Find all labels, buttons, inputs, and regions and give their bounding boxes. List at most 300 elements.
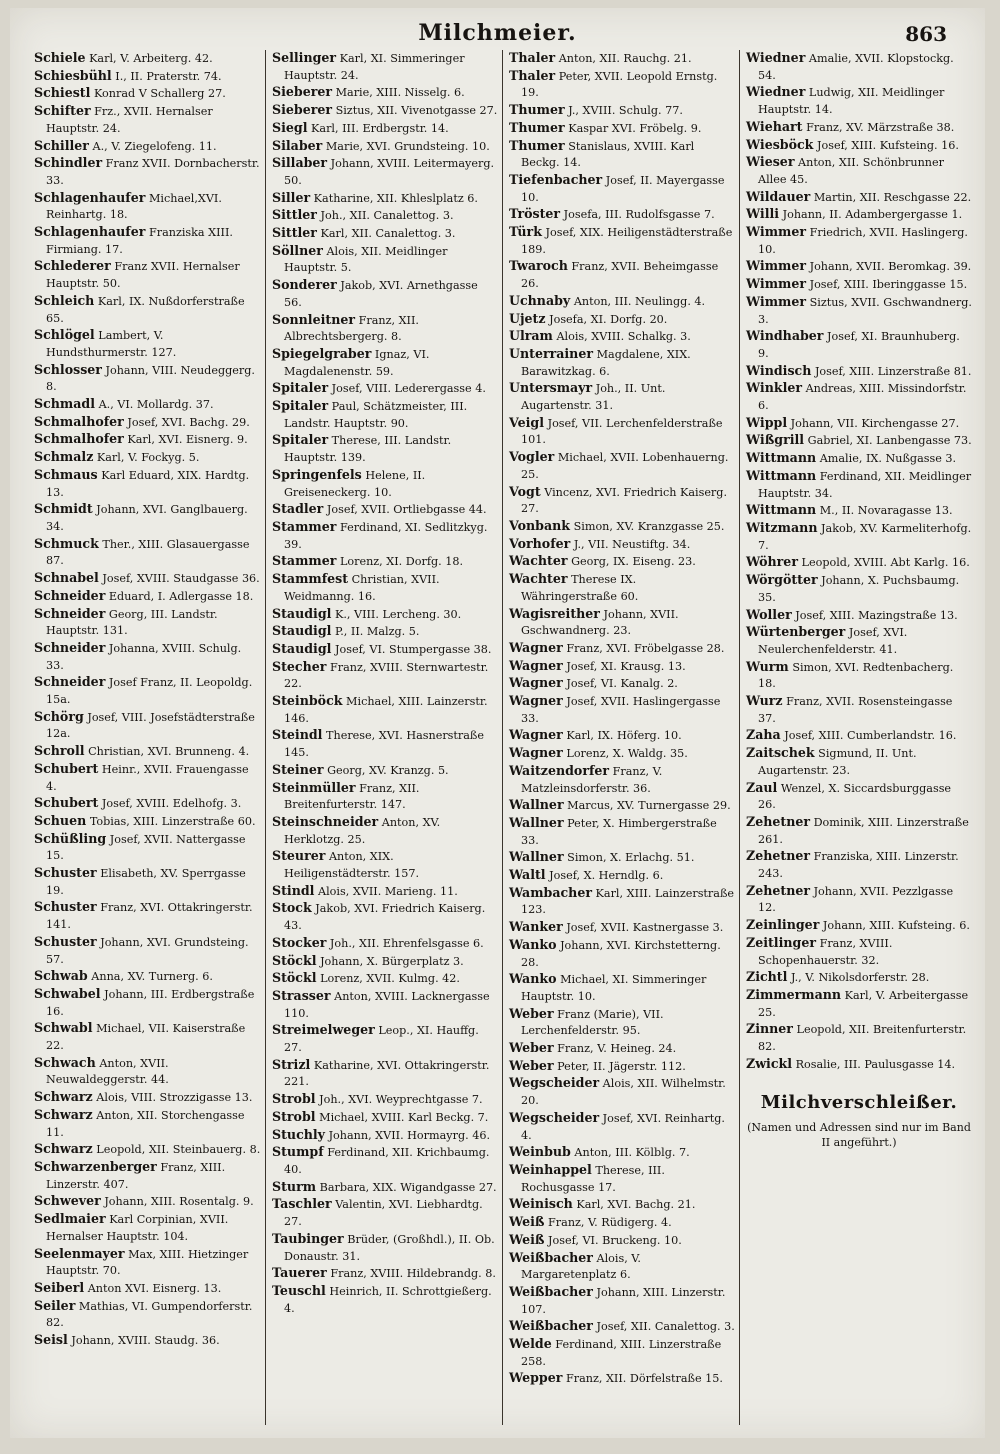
entry-details: Alois, XII. Wilhelmstr. 20. [521,1077,726,1108]
directory-entry [272,1109,498,1127]
directory-entry [509,311,735,329]
directory-entry [509,606,735,640]
entry-surname: Weiß [509,1231,545,1247]
directory-entry [509,120,735,138]
entry-surname: Stöckl [272,970,317,986]
directory-entry [746,935,972,969]
section-title: Milchverschleißer. [760,1092,958,1114]
directory-entry [509,258,735,292]
entry-surname: Wittmann [746,502,817,518]
directory-entry [509,937,735,971]
entry-surname: Seelenmayer [34,1245,125,1261]
entry-details: Kaspar XVI. Fröbelg. 9. [568,121,702,135]
entry-surname: Windisch [746,362,812,378]
entry-details: Karl, V. Fockyg. 5. [96,451,200,465]
entry-surname: Wittmann [746,467,817,483]
entry-surname: Schuen [34,812,87,828]
directory-entry [509,328,735,346]
entry-details: Tobias, XIII. Linzerstraße 60. [89,814,256,828]
entry-details: Lorenz, XVII. Kulmg. 42. [320,972,460,986]
directory-entry [272,467,498,501]
entry-details: Ferdinand, XIII. Linzerstraße 258. [521,1338,722,1368]
entry-surname: Schüßling [34,830,107,846]
directory-entry [509,553,735,571]
entry-details: Amalie, XVII. Klopstockg. 54. [758,52,954,82]
entry-surname: Sittler [272,225,317,241]
directory-entry [509,1318,735,1336]
entry-surname: Wachter [509,571,568,587]
entry-details: Peter, XVII. Leopold Ernstg. 19. [521,69,718,100]
entry-details: Ferdinand, XII. Meidlinger Hauptstr. 34. [758,469,972,500]
entry-surname: Thumer [509,102,565,118]
directory-entry [509,745,735,763]
entry-details: Johann, XVII. Gschwandnerg. 23. [521,607,679,638]
entry-surname: Schuster [34,865,97,881]
entry-surname: Wiedner [746,84,806,100]
entry-surname: Wieser [746,154,795,170]
directory-entry [509,1370,735,1388]
directory-entry [34,1211,261,1245]
entry-surname: Schmalhofer [34,431,124,447]
directory-entry [34,190,261,224]
entry-surname: Seiberl [34,1279,85,1295]
entry-details: Johann, XVII. Beromkag. 39. [809,260,972,274]
entry-surname: Thaler [509,67,556,83]
entry-details: Franz, XVII. Beheimgasse 26. [521,260,719,291]
entry-surname: Wildauer [746,188,811,204]
entry-surname: Willi [746,206,780,222]
directory-entry [509,346,735,380]
entry-surname: Strobl [272,1091,316,1107]
column-4 [739,50,976,1425]
directory-entry [272,501,498,519]
entry-surname: Schlosser [34,361,102,377]
entry-details: Josef, XIII. Mazingstraße 13. [795,608,958,622]
entry-surname: Steinmüller [272,779,356,795]
directory-entry [34,813,261,831]
entry-details: Karl, XII. Canalettog. 3. [320,227,456,241]
entry-surname: Wittmann [746,450,817,466]
entry-surname: Sellinger [272,50,337,65]
entry-details: Franz, XVII. Rosensteingasse 37. [758,695,953,725]
entry-surname: Schwarz [34,1106,93,1122]
entry-surname: Sittler [272,207,317,223]
entry-details: Anton, XII. Schönbrunner Allee 45. [758,156,944,186]
entry-surname: Wagner [509,639,563,655]
directory-entry [509,727,735,745]
directory-entry [272,1179,498,1197]
directory-entry [272,693,498,727]
entry-surname: Witzmann [746,519,818,535]
directory-entry [34,1089,261,1107]
entry-details: Anton, III. Kölblg. 7. [574,1146,690,1160]
entry-surname: Weißbacher [509,1249,593,1265]
entry-surname: Wagner [509,727,563,743]
directory-entry [509,68,735,102]
entry-surname: Zehetner [746,848,810,864]
directory-entry [272,1283,498,1317]
entry-details: Peter, X. Himbergerstraße 33. [521,816,717,847]
entry-surname: Taubinger [272,1230,344,1246]
directory-entry [272,571,498,605]
directory-entry [746,883,972,917]
entry-surname: Tiefenbacher [509,171,603,187]
entry-details: Josef, XVII. Nattergasse 15. [46,832,246,863]
entry-details: Heinrich, II. Schrottgießerg. 4. [284,1284,492,1315]
entry-details: Therese, XVI. Hasnerstraße 145. [284,729,485,760]
entry-surname: Siller [272,189,311,205]
entry-details: Ther., XIII. Glasauergasse 87. [46,537,250,568]
directory-entry [272,900,498,934]
directory-entry [509,1336,735,1370]
entry-surname: Schwarzenberger [34,1159,157,1174]
entry-details: Vincenz, XVI. Friedrich Kaiserg. 27. [521,485,727,516]
directory-entry [272,207,498,225]
entry-details: Siztus, XII. Vivenotgasse 27. [335,104,498,118]
directory-entry [272,848,498,882]
directory-entry [272,138,498,156]
entry-details: Joh., XII. Canalettog. 3. [320,209,454,223]
directory-entry [34,934,261,968]
directory-entry [746,380,972,414]
directory-entry [272,970,498,988]
directory-entry [34,449,261,467]
directory-entry [34,1055,261,1089]
entry-surname: Schmaus [34,466,98,482]
entry-details: Franz, XVIII. Sternwartestr. 22. [284,660,489,691]
directory-entry [746,189,972,207]
entry-details: Franz, V. Rüdigerg. 4. [548,1216,672,1230]
entry-details: Alois, V. Margaretenplatz 6. [521,1251,641,1282]
directory-entry [746,659,972,693]
entry-surname: Schörg [34,708,84,724]
entry-details: Josef, XVII. Ortliebgasse 44. [326,503,487,517]
entry-details: Valentin, XVI. Liebhardtg. 27. [284,1198,483,1229]
entry-details: Johann, VIII. Neudeggerg. 8. [46,363,255,394]
entry-details: Franz XVII. Hernalser Hauptstr. 50. [46,260,240,291]
entry-surname: Schleich [34,292,95,308]
entry-details: Josef, XVI. Bachg. 29. [127,415,250,429]
entry-surname: Strasser [272,987,331,1003]
directory-entry [272,780,498,814]
directory-entry [509,971,735,1005]
entry-surname: Tröster [509,206,561,222]
directory-entry [272,277,498,311]
entry-surname: Zichtl [746,969,788,985]
directory-entry [746,1021,972,1055]
directory-entry [34,1332,261,1350]
directory-entry [272,1144,498,1178]
entry-surname: Seiler [34,1297,76,1313]
entry-details: Lorenz, X. Waldg. 35. [566,747,688,761]
entry-details: Ferdinand, XII. Krichbaumg. 40. [284,1146,490,1176]
entry-surname: Weinisch [509,1196,573,1212]
entry-details: Karl, XVI. Bachg. 21. [576,1198,696,1212]
entry-surname: Wiedner [746,50,806,65]
directory-entry [509,206,735,224]
entry-details: Karl, IX. Nußdorferstraße 65. [46,294,245,325]
directory-entry [34,968,261,986]
directory-entry [746,137,972,155]
entry-surname: Vogler [509,449,555,465]
directory-entry [34,1141,261,1159]
entry-surname: Wißgrill [746,432,805,448]
entry-surname: Steiner [272,761,324,777]
directory-entry [746,415,972,433]
entry-details: Marie, XVI. Grundsteing. 10. [325,139,490,153]
directory-entry [509,1075,735,1109]
entry-surname: Schiesbühl [34,67,112,83]
entry-details: Johann, XVII. Pezzlgasse 12. [758,884,954,915]
directory-entry [509,484,735,518]
directory-entry [34,103,261,137]
entry-details: Mathias, VI. Gumpendorferstr. 82. [46,1299,253,1330]
entry-details: Marie, XIII. Nisselg. 6. [335,86,465,100]
entry-surname: Schiestl [34,85,91,101]
entry-surname: Wanko [509,971,557,987]
entry-surname: Weber [509,1057,554,1073]
entry-surname: Uchnaby [509,292,571,308]
entry-surname: Schubert [34,795,99,811]
entry-surname: Schuster [34,899,97,915]
entry-details: Josef, XIII. Iberinggasse 15. [809,278,968,292]
directory-entry [746,276,972,294]
directory-entry [34,1107,261,1141]
directory-entry [509,224,735,258]
entry-surname: Schneider [34,674,106,690]
entry-details: Therese, III. Landstr. Hauptstr. 139. [284,434,452,465]
directory-entry [746,468,972,502]
directory-entry [34,899,261,933]
directory-entry [272,935,498,953]
entry-details: Anton, XV. Herklotzg. 25. [284,815,441,846]
entry-surname: Schnabel [34,570,99,586]
directory-entry [34,588,261,606]
directory-entry [272,398,498,432]
entry-surname: Schlederer [34,258,111,274]
directory-entry [746,693,972,727]
directory-entry [272,1265,498,1283]
directory-entry [746,780,972,814]
entry-surname: Schiller [34,137,89,153]
entry-surname: Wanker [509,919,563,935]
entry-surname: Wagner [509,675,563,691]
entry-surname: Spitaler [272,432,329,448]
entry-surname: Thumer [509,119,565,135]
entry-surname: Veigl [509,414,545,430]
entry-surname: Wagisreither [509,605,600,621]
directory-entry [509,1232,735,1250]
entry-details: Michael, VII. Kaiserstraße 22. [46,1022,246,1053]
directory-entry [34,396,261,414]
directory-entry [509,172,735,206]
entry-surname: Zwickl [746,1055,792,1071]
directory-entry [509,675,735,693]
entry-details: Karl, IX. Höferg. 10. [566,729,682,743]
entry-surname: Stöckl [272,952,317,968]
entry-details: Johann, XVI. Ganglbauerg. 34. [46,503,248,533]
directory-entry [34,1298,261,1332]
directory-entry [746,624,972,658]
entry-surname: Weißbacher [509,1283,593,1299]
entry-details: Anton, XIX. Heiligenstädterstr. 157. [284,850,420,881]
directory-entry [272,1022,498,1056]
directory-entry [34,640,261,674]
entry-surname: Steinböck [272,693,343,709]
entry-surname: Ujetz [509,310,546,326]
entry-surname: Siegl [272,119,308,135]
directory-entry [272,1057,498,1091]
entry-details: J., V. Nikolsdorferstr. 28. [790,971,930,985]
entry-details: Georg, IX. Eiseng. 23. [571,555,696,569]
directory-entry [746,119,972,137]
entry-surname: Stammfest [272,571,349,587]
directory-entry [509,1284,735,1318]
entry-surname: Seisl [34,1332,68,1348]
entry-surname: Schmalz [34,449,94,465]
entry-surname: Schwarz [34,1089,93,1105]
entry-details: Max, XIII. Hietzinger Hauptstr. 70. [46,1247,249,1278]
directory-entry [509,293,735,311]
entry-details: I., II. Praterstr. 74. [115,69,222,83]
directory-entry [34,743,261,761]
entry-surname: Strobl [272,1108,316,1124]
entry-details: Johann, XIII. Rosentalg. 9. [104,1195,254,1209]
entry-details: Eduard, I. Adlergasse 18. [108,589,254,603]
entry-details: Karl, XVI. Eisnerg. 9. [127,433,248,447]
entry-details: Josef, XVI. Reinhartg. 4. [521,1111,725,1142]
entry-surname: Zeitlinger [746,934,816,950]
directory-entry [509,1214,735,1232]
entry-surname: Schlagenhaufer [34,224,146,240]
directory-entry [34,1246,261,1280]
entry-surname: Weinbub [509,1144,571,1160]
entry-details: Josef, XIII. Kufsteing. 16. [816,138,959,152]
entry-surname: Wimmer [746,276,807,292]
entry-details: Josef, XVII. Kastnergasse 3. [566,921,724,935]
directory-entry [746,502,972,520]
entry-details: Simon, X. Erlachg. 51. [567,851,695,865]
entry-surname: Stumpf [272,1144,324,1160]
directory-entry [272,432,498,466]
entry-details: Josef, VI. Bruckeng. 10. [548,1233,682,1247]
entry-surname: Strizl [272,1056,311,1072]
directory-entry [34,536,261,570]
entry-details: Joh., XII. Ehrenfelsgasse 6. [329,936,484,950]
directory-entry [746,520,972,554]
entry-surname: Schwab [34,968,88,984]
entry-surname: Weiß [509,1214,545,1230]
entry-surname: Stammer [272,553,337,569]
page-number: 863 [905,22,947,46]
entry-surname: Ulram [509,328,553,344]
entry-details: Josef, VIII. Lederergasse 4. [331,382,486,396]
entry-surname: Wimmer [746,293,807,309]
entry-details: Josef, XI. Krausg. 13. [566,659,686,673]
directory-entry [746,727,972,745]
entry-details: A., VI. Mollardg. 37. [98,398,214,412]
directory-entry [272,641,498,659]
directory-entry [272,190,498,208]
entry-surname: Schwabel [34,985,101,1001]
directory-entry [34,761,261,795]
column-2 [265,50,502,1425]
entry-details: Josef, XII. Canalettog. 3. [596,1320,735,1334]
entry-details: Karl, V. Arbeitergasse 25. [758,988,969,1019]
directory-entry [746,50,972,84]
entry-details: Katharine, XII. Khleslplatz 6. [313,191,478,205]
directory-entry [509,138,735,172]
entry-details: Karl Corpinian, XVII. Hernalser Hauptstr. 104. [46,1213,229,1243]
directory-entry [272,762,498,780]
entry-details: Johann, X. Bürgerplatz 3. [320,954,464,968]
entry-surname: Thaler [509,50,556,65]
directory-entry [746,1056,972,1074]
entry-surname: Schindler [34,155,103,171]
entry-details: Marcus, XV. Turnergasse 29. [567,799,731,813]
entry-details: Dominik, XIII. Linzerstraße 261. [758,815,969,846]
entry-surname: Stammer [272,518,337,534]
directory-entry [272,553,498,571]
entry-details: Franz, XIII. Linzerstr. 407. [46,1161,226,1191]
entry-details: Brüder, (Großhdl.), II. Ob. Donaustr. 31. [284,1232,495,1263]
entry-details: Karl Eduard, XIX. Hardtg. 13. [46,468,250,499]
directory-entry [746,294,972,328]
entry-surname: Schmadl [34,396,95,412]
directory-entry [509,571,735,605]
entry-details: Michael, XI. Simmeringer Hauptstr. 10. [521,973,707,1003]
directory-entry [509,763,735,797]
directory-entry [509,693,735,727]
directory-entry [272,312,498,346]
entry-details: Georg, III. Landstr. Hauptstr. 131. [46,607,218,638]
entry-details: Stanislaus, XVIII. Karl Beckg. 14. [521,139,695,170]
entry-surname: Schubert [34,760,99,776]
entry-details: Josef, VIII. Josefstädterstraße 12a. [46,710,255,741]
entry-surname: Schlögel [34,327,95,343]
entry-details: Josefa, III. Rudolfsgasse 7. [563,208,715,222]
directory-entry [34,1193,261,1211]
entry-details: Christian, XVII. Weidmanng. 16. [284,573,440,603]
entry-details: Lorenz, XI. Dorfg. 18. [339,555,464,569]
entry-details: Anton, XII. Storchengasse 11. [46,1108,245,1139]
directory-entry [272,1127,498,1145]
section-note: (Namen und Adressen sind nur im Band II angeführt.) [747,1121,971,1150]
entry-details: Anton, III. Neulingg. 4. [573,294,706,308]
entry-details: A., V. Ziegelofeng. 11. [92,139,217,153]
entry-surname: Steindl [272,727,323,743]
entry-details: Frz., XVII. Hernalser Hauptstr. 24. [46,105,213,135]
entry-surname: Wanko [509,936,557,952]
entry-details: P., II. Malzg. 5. [334,625,420,639]
directory-entry [272,155,498,189]
entry-surname: Wegscheider [509,1109,600,1125]
directory-entry [272,1091,498,1109]
entry-details: Elisabeth, XV. Sperrgasse 19. [46,867,246,897]
entry-details: Karl, XIII. Lainzerstraße 123. [521,886,735,917]
entry-details: Jakob, XVI. Arnethgasse 56. [284,279,478,309]
directory-entry [34,68,261,86]
entry-surname: Schwever [34,1193,101,1209]
entry-details: Alois, XII. Meidlinger Hauptstr. 5. [284,244,448,275]
entry-details: Franz, XII. Albrechtsbergerg. 8. [284,313,419,344]
directory-entry [509,1058,735,1076]
entry-surname: Zaitschek [746,745,815,761]
entry-surname: Streimelweger [272,1022,375,1038]
entry-details: Michael, XVII. Lobenhauerng. 25. [521,451,729,481]
directory-entry [34,293,261,327]
entry-surname: Taschler [272,1196,332,1212]
